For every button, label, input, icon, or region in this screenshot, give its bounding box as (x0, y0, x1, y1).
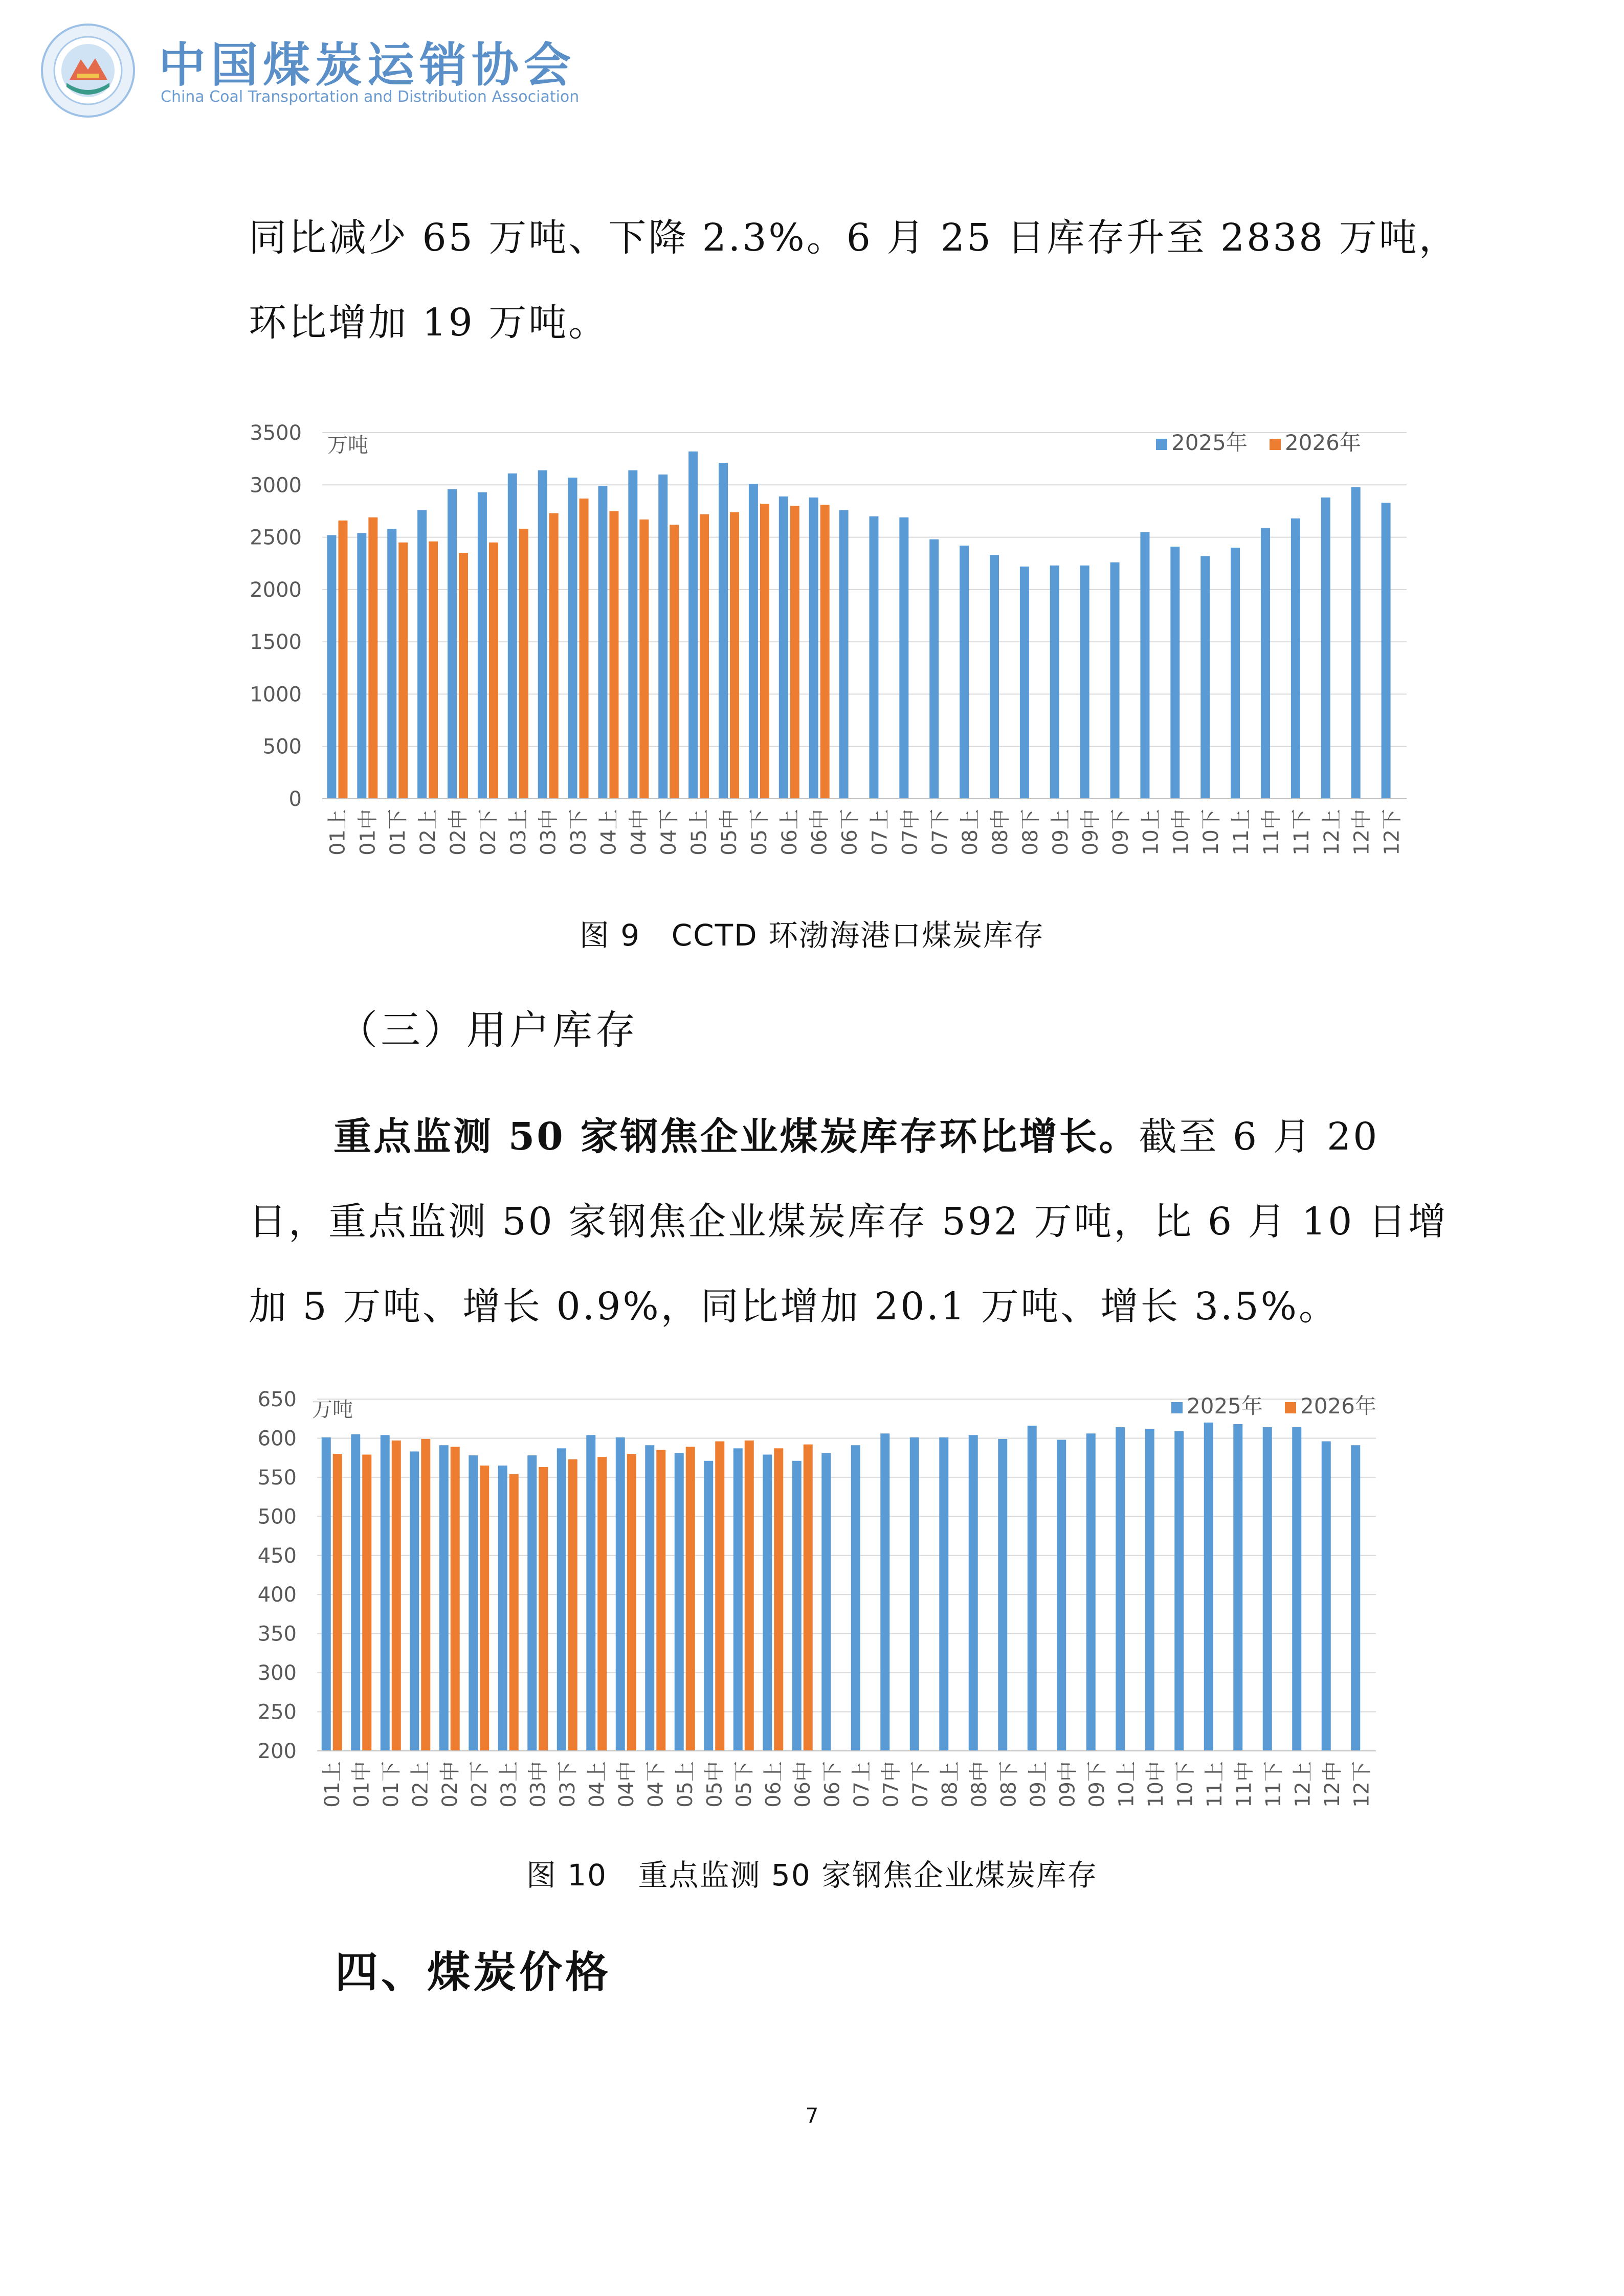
bar-2026 (509, 1474, 519, 1751)
bar-2026 (580, 499, 589, 799)
bar-2026 (745, 1440, 754, 1751)
y-tick-label: 450 (257, 1544, 297, 1568)
bar-2026 (790, 506, 799, 799)
bar-2025 (749, 484, 758, 799)
x-tick-label: 07上 (868, 809, 892, 856)
bar-2025 (1351, 487, 1361, 799)
org-name-en: China Coal Transportation and Distribution Association (161, 88, 580, 106)
paragraph-2-line-2: 日，重点监测 50 家钢焦企业煤炭库存 592 万吨，比 6 月 10 日增 (249, 1200, 1448, 1244)
y-tick-label: 250 (257, 1700, 297, 1724)
bar-2026 (421, 1439, 430, 1751)
x-tick-label: 06上 (762, 1761, 786, 1808)
x-tick-label: 03中 (537, 809, 561, 856)
bar-2025 (1028, 1426, 1037, 1751)
y-tick-label: 200 (257, 1740, 297, 1763)
section-coal-price-heading: 四、煤炭价格 (335, 1947, 612, 1997)
x-tick-label: 11下 (1289, 809, 1314, 856)
x-tick-label: 08中 (989, 809, 1012, 856)
bar-2026 (760, 504, 769, 799)
bar-2025 (1057, 1440, 1066, 1751)
x-tick-label: 08中 (967, 1761, 991, 1808)
bar-2025 (1174, 1431, 1184, 1751)
x-tick-label: 02中 (438, 1761, 462, 1808)
y-tick-label: 600 (257, 1427, 297, 1451)
x-tick-label: 01中 (350, 1761, 374, 1808)
bar-2025 (960, 546, 969, 799)
paragraph-2-bold-lead: 重点监测 50 家钢焦企业煤炭库存环比增长。 (333, 1115, 1139, 1159)
bar-2025 (839, 510, 849, 799)
y-tick-label: 1500 (250, 631, 302, 655)
bar-2025 (616, 1437, 625, 1751)
bar-2025 (538, 470, 547, 799)
bar-2025 (645, 1445, 654, 1751)
x-tick-label: 09下 (1109, 809, 1133, 856)
x-tick-label: 09上 (1026, 1761, 1050, 1808)
y-tick-label: 650 (257, 1388, 297, 1411)
x-tick-label: 07下 (928, 809, 952, 856)
bar-2026 (568, 1459, 577, 1751)
figure-9-number: 图 9 (579, 918, 641, 953)
y-tick-label: 400 (257, 1583, 297, 1607)
y-tick-label: 3500 (250, 421, 302, 445)
bar-2025 (628, 470, 637, 799)
x-tick-label: 07下 (908, 1761, 932, 1808)
bar-2026 (700, 514, 709, 799)
legend-swatch-2025 (1171, 1402, 1183, 1413)
x-tick-label: 05下 (732, 1761, 756, 1808)
legend-label-2025: 2025年 (1187, 1393, 1263, 1419)
bar-2025 (598, 486, 607, 799)
bar-2026 (686, 1447, 695, 1751)
x-tick-label: 06中 (808, 809, 832, 856)
x-tick-label: 12上 (1320, 809, 1344, 856)
x-tick-label: 06下 (838, 809, 862, 856)
x-tick-label: 12中 (1320, 1761, 1344, 1808)
x-tick-label: 07中 (898, 809, 922, 856)
bar-2025 (1145, 1429, 1154, 1751)
x-tick-label: 03下 (567, 809, 591, 856)
x-tick-label: 11上 (1203, 1761, 1227, 1808)
x-tick-label: 10上 (1115, 1761, 1139, 1808)
bar-2025 (568, 478, 577, 799)
bar-2025 (880, 1433, 889, 1751)
x-tick-label: 05中 (718, 809, 741, 856)
bar-2025 (1080, 566, 1089, 799)
x-tick-label: 11上 (1230, 809, 1254, 856)
bar-2025 (1261, 528, 1270, 799)
legend-swatch-2026 (1285, 1402, 1296, 1413)
x-tick-label: 12上 (1291, 1761, 1315, 1808)
x-tick-label: 01下 (379, 1761, 403, 1808)
x-tick-label: 01下 (386, 809, 410, 856)
x-tick-label: 04上 (597, 809, 621, 856)
bar-2025 (448, 489, 457, 799)
x-tick-label: 08下 (997, 1761, 1021, 1808)
bar-2026 (804, 1445, 813, 1751)
y-tick-label: 550 (257, 1466, 297, 1490)
x-tick-label: 10下 (1199, 809, 1223, 856)
bar-2025 (1291, 519, 1300, 799)
bar-2026 (609, 511, 618, 799)
bar-2025 (1322, 1442, 1331, 1751)
bar-2026 (539, 1467, 548, 1751)
x-tick-label: 07上 (850, 1761, 874, 1808)
x-tick-label: 11中 (1232, 1761, 1256, 1808)
paragraph-2-line-1-rest: 截至 6 月 20 (1139, 1115, 1380, 1159)
x-tick-label: 04中 (627, 809, 651, 856)
bar-2025 (1050, 566, 1059, 799)
x-tick-label: 12中 (1350, 809, 1374, 856)
page-number: 7 (805, 2104, 819, 2128)
bar-2026 (333, 1454, 342, 1751)
x-tick-label: 11下 (1261, 1761, 1285, 1808)
x-tick-label: 10上 (1139, 809, 1163, 856)
bar-2025 (1116, 1427, 1125, 1751)
x-tick-label: 04上 (585, 1761, 609, 1808)
x-tick-label: 09上 (1049, 809, 1073, 856)
bar-2025 (779, 497, 788, 799)
bar-2025 (557, 1448, 566, 1751)
bar-2025 (1233, 1424, 1242, 1751)
x-tick-label: 04中 (614, 1761, 638, 1808)
y-tick-label: 0 (288, 787, 302, 811)
bar-2025 (586, 1435, 595, 1751)
bar-2025 (733, 1448, 743, 1751)
bar-2025 (792, 1461, 802, 1751)
y-tick-label: 350 (257, 1622, 297, 1646)
legend-swatch-2025 (1156, 439, 1167, 450)
x-tick-label: 06下 (820, 1761, 844, 1808)
y-tick-label: 500 (262, 735, 302, 759)
legend-label-2026: 2026年 (1285, 430, 1361, 455)
bar-2025 (910, 1437, 919, 1751)
x-tick-label: 01上 (320, 1761, 344, 1808)
bar-2026 (597, 1457, 607, 1751)
bar-2025 (439, 1445, 449, 1751)
x-tick-label: 03中 (526, 1761, 550, 1808)
org-name-cn: 中国煤炭运销协会 (159, 37, 576, 93)
x-tick-label: 09中 (1079, 809, 1103, 856)
bar-2025 (417, 510, 427, 799)
x-tick-label: 05下 (747, 809, 771, 856)
x-tick-label: 12下 (1380, 809, 1404, 856)
y-tick-label: 300 (257, 1661, 297, 1685)
x-tick-label: 03上 (497, 1761, 521, 1808)
bar-2026 (429, 542, 438, 799)
x-tick-label: 10中 (1144, 1761, 1168, 1808)
x-tick-label: 05中 (703, 1761, 727, 1808)
legend-swatch-2026 (1270, 439, 1281, 450)
y-tick-label: 3000 (250, 474, 302, 498)
bar-2025 (809, 498, 818, 799)
bar-2026 (338, 521, 347, 799)
bar-2025 (1020, 567, 1029, 799)
y-tick-label: 1000 (250, 683, 302, 707)
bar-2025 (688, 452, 698, 799)
bar-2026 (656, 1450, 665, 1751)
bar-2026 (480, 1466, 489, 1751)
x-tick-label: 05上 (673, 1761, 697, 1808)
bar-2025 (527, 1455, 537, 1751)
bar-2025 (508, 474, 517, 799)
legend-label-2025: 2025年 (1171, 430, 1248, 455)
bar-2026 (451, 1447, 460, 1751)
figure-9-caption (0, 911, 1624, 954)
x-tick-label: 02下 (476, 809, 500, 856)
x-tick-label: 01上 (326, 809, 350, 856)
bar-2025 (1110, 562, 1120, 799)
bar-2025 (478, 492, 487, 799)
chart-port-inventory-svg (240, 409, 1412, 885)
x-tick-label: 05上 (687, 809, 711, 856)
bar-2026 (368, 517, 377, 799)
x-tick-label: 08上 (959, 809, 983, 856)
y-tick-label: 2500 (250, 526, 302, 550)
bar-2025 (381, 1435, 390, 1751)
chart-steel-coke-inventory (240, 1381, 1412, 1831)
bar-2025 (1263, 1427, 1272, 1751)
chart-steel-coke-inventory-svg (240, 1381, 1412, 1831)
bar-2025 (658, 475, 668, 799)
bar-2026 (489, 543, 498, 799)
subheading-user-inventory: （三）用户库存 (338, 1007, 639, 1053)
x-tick-label: 03上 (506, 809, 530, 856)
x-tick-label: 10下 (1173, 1761, 1197, 1808)
x-tick-label: 02中 (447, 809, 470, 856)
paragraph-1-line-1: 同比减少 65 万吨、下降 2.3%。6 月 25 日库存升至 2838 万吨， (249, 216, 1459, 260)
bar-2026 (730, 512, 739, 799)
bar-2025 (387, 529, 396, 799)
y-axis-unit-label: 万吨 (327, 434, 368, 457)
figure-9-title: CCTD 环渤海港口煤炭库存 (671, 918, 1045, 953)
x-tick-label: 09下 (1085, 1761, 1109, 1808)
bar-2025 (1140, 532, 1149, 799)
bar-2025 (969, 1435, 978, 1751)
y-tick-label: 500 (257, 1505, 297, 1529)
x-tick-label: 03下 (555, 1761, 580, 1808)
bar-2025 (675, 1453, 684, 1751)
bar-2025 (327, 535, 336, 799)
bar-2025 (719, 463, 728, 799)
x-tick-label: 02上 (409, 1761, 433, 1808)
bar-2026 (398, 543, 408, 799)
x-tick-label: 11中 (1260, 809, 1283, 856)
figure-10-title: 重点监测 50 家钢焦企业煤炭库存 (638, 1858, 1098, 1893)
bar-2025 (1204, 1423, 1213, 1751)
bar-2026 (549, 513, 559, 799)
bar-2025 (1086, 1433, 1096, 1751)
bar-2025 (998, 1439, 1007, 1751)
bar-2025 (1170, 547, 1180, 799)
paragraph-2-line-1 (333, 1094, 1484, 1179)
x-tick-label: 10中 (1169, 809, 1193, 856)
x-tick-label: 09中 (1056, 1761, 1080, 1808)
bar-2026 (392, 1440, 401, 1751)
bar-2025 (869, 516, 878, 799)
bar-2025 (1292, 1427, 1301, 1751)
bar-2026 (774, 1448, 783, 1751)
bar-2025 (899, 517, 908, 799)
x-tick-label: 06中 (791, 1761, 815, 1808)
bar-2025 (410, 1451, 419, 1751)
bar-2025 (322, 1437, 331, 1751)
bar-2026 (820, 505, 830, 799)
bar-2025 (821, 1453, 831, 1751)
x-tick-label: 12下 (1350, 1761, 1374, 1808)
bar-2025 (990, 555, 999, 799)
paragraph-1-line-2: 环比增加 19 万吨。 (249, 301, 609, 345)
bar-2025 (939, 1437, 948, 1751)
x-tick-label: 07中 (879, 1761, 903, 1808)
bar-2025 (357, 533, 366, 799)
bar-2025 (1231, 548, 1240, 799)
y-axis-unit-label: 万吨 (312, 1398, 353, 1422)
bar-2026 (362, 1455, 371, 1751)
bar-2026 (519, 529, 528, 799)
y-tick-label: 2000 (250, 578, 302, 602)
legend-label-2026: 2026年 (1300, 1393, 1376, 1419)
x-tick-label: 01中 (356, 809, 380, 856)
x-tick-label: 08上 (938, 1761, 962, 1808)
association-logo (40, 22, 136, 119)
bar-2026 (670, 525, 679, 799)
paragraph-2-line-3: 加 5 万吨、增长 0.9%，同比增加 20.1 万吨、增长 3.5%。 (249, 1285, 1339, 1329)
bar-2025 (351, 1434, 360, 1751)
bar-2026 (639, 520, 649, 799)
x-tick-label: 04下 (657, 809, 681, 856)
bar-2025 (1382, 503, 1391, 799)
bar-2025 (469, 1455, 478, 1751)
figure-10-caption (0, 1851, 1624, 1894)
bar-2025 (498, 1466, 507, 1751)
bar-2026 (459, 553, 468, 799)
bar-2026 (715, 1442, 724, 1751)
x-tick-label: 04下 (644, 1761, 668, 1808)
bar-2025 (704, 1461, 713, 1751)
x-tick-label: 08下 (1018, 809, 1042, 856)
bar-2025 (1200, 556, 1210, 799)
x-tick-label: 06上 (777, 809, 802, 856)
x-tick-label: 02下 (468, 1761, 492, 1808)
chart-port-inventory (240, 409, 1412, 885)
figure-10-number: 图 10 (526, 1858, 608, 1893)
bar-2025 (929, 539, 939, 799)
bar-2026 (627, 1454, 636, 1751)
bar-2025 (1351, 1445, 1360, 1751)
bar-2025 (851, 1445, 860, 1751)
bar-2025 (763, 1455, 772, 1751)
bar-2025 (1321, 498, 1330, 799)
letterhead (40, 22, 654, 125)
x-tick-label: 02上 (416, 809, 440, 856)
